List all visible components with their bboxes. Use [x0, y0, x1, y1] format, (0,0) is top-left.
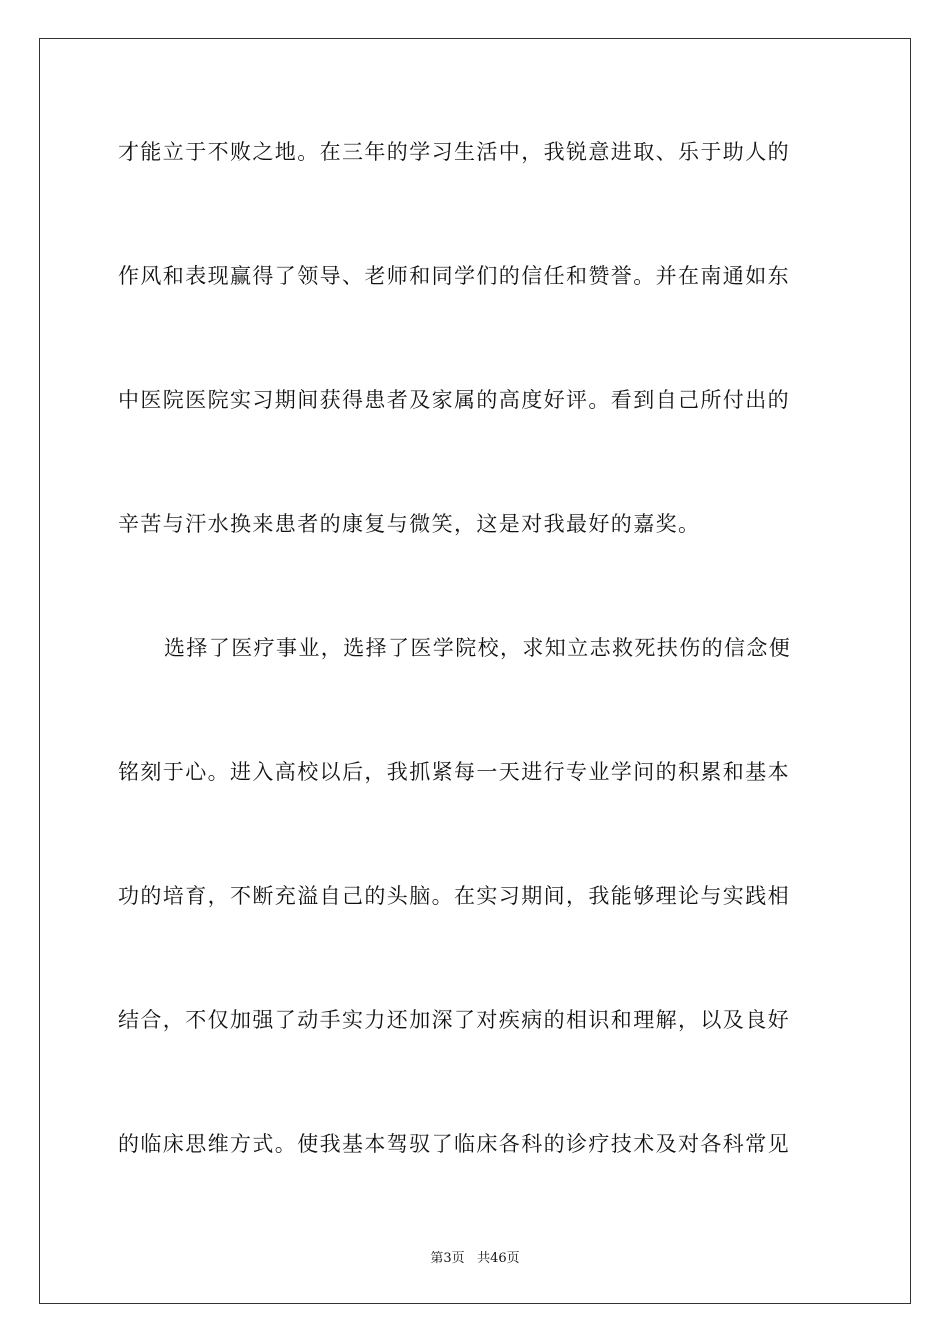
paragraph-line: 结合，不仅加强了动手实力还加深了对疾病的相识和理解，以及良好	[118, 1008, 790, 1032]
paragraph-line: 功的培育，不断充溢自己的头脑。在实习期间，我能够理论与实践相	[118, 884, 790, 908]
paragraph-line: 铭刻于心。进入高校以后，我抓紧每一天进行专业学问的积累和基本	[118, 760, 790, 784]
paragraph-line: 的临床思维方式。使我基本驾驭了临床各科的诊疗技术及对各科常见	[118, 1132, 790, 1156]
paragraph-line: 才能立于不败之地。在三年的学习生活中，我锐意进取、乐于助人的	[118, 140, 790, 164]
page-number: 第3页	[430, 1251, 465, 1266]
page-border	[39, 38, 911, 1304]
paragraph-first-line: 选择了医疗事业，选择了医学院校，求知立志救死扶伤的信念便	[164, 636, 792, 660]
total-pages: 共46页	[477, 1251, 520, 1266]
paragraph-line: 中医院医院实习期间获得患者及家属的高度好评。看到自己所付出的	[118, 388, 790, 412]
paragraph-line: 作风和表现赢得了领导、老师和同学们的信任和赞誉。并在南通如东	[118, 264, 790, 288]
page-footer	[0, 1247, 950, 1266]
paragraph-line: 辛苦与汗水换来患者的康复与微笑，这是对我最好的嘉奖。	[118, 512, 701, 536]
